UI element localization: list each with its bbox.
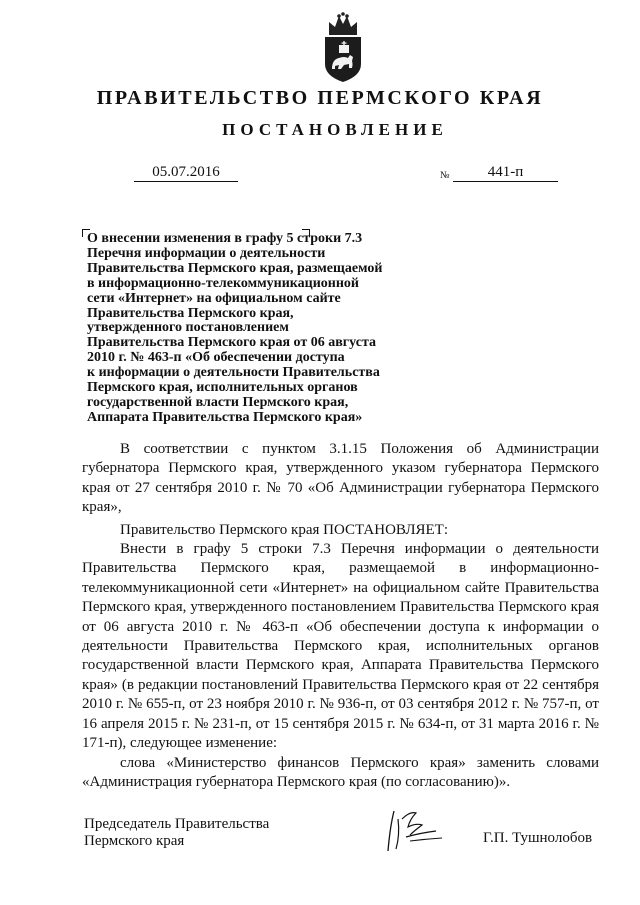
organization-title: ПРАВИТЕЛЬСТВО ПЕРМСКОГО КРАЯ [96,87,544,109]
signature-icon [380,805,450,855]
subject-line: Правительства Пермского края от 06 августа [87,335,376,351]
number-prefix: № [440,170,450,181]
subject-line: Аппарата Правительства Пермского края» [87,409,363,425]
subject-line: к информации о деятельности Правительства [87,365,380,381]
subject-line: утвержденного постановлением [87,320,289,336]
signer-name: Г.П. Тушнолобов [483,830,593,846]
subject-line: Перечня информации о деятельности [87,245,326,261]
subject-line: О внесении изменения в графу 5 строки 7.3 [87,231,363,246]
body-paragraph-amendment: Внести в графу 5 строки 7.3 Перечня информации о деятельности Правительства Пермского края, размещаемой в информационно-телекоммуникационной сети «Интернет» на официальном сайте Правительства Пермского края, утвержденного постановлением Правительства Пермского края от 06 августа 2010 г. № 463-п «Об обеспечении доступа к информации о деятельности Правительства Пермского края, исполнительных органов государственной власти Пермского края, Аппарата Правительства Пермского края» (в редакции постановлений Правительства Пермского края от 22 сентября 2010 г. № 655-п, от 23 ноября 2010 г. № 936-п, от 03 сентября 2012 г. № 757-п, от 16 апреля 2015 г. № 231-п, от 15 сентября 2015 г. № 634-п, от 31 марта 2016 г. № 171-п), следующее изменение: [82,541,599,752]
signer-position-line: Пермского края [84,833,185,849]
signer-position-line: Председатель Правительства [84,816,270,832]
document-type-heading: ПОСТАНОВЛЕНИЕ [222,120,448,139]
body-paragraph-basis: В соответствии с пунктом 3.1.15 Положения об Администрации губернатора Пермского края, утвержденного указом губернатора Пермского края от 27 сентября 2010 г. № 70 «Об Администрации губернатора Пермского края», [82,441,599,516]
subject-line: Пермского края, исполнительных органов [87,380,358,396]
signer-position [84,816,269,850]
subject-line: 2010 г. № 463-п «Об обеспечении доступа [87,350,345,366]
document-date: 05.07.2016 [134,163,238,182]
body-paragraph-resolves: Правительство Пермского края ПОСТАНОВЛЯЕТ: [120,521,449,538]
subject-line: Правительства Пермского края, [87,305,294,321]
subject-line: в информационно-телекоммуникационной [87,275,359,291]
subject-line: сети «Интернет» на официальном сайте [87,290,341,306]
body-paragraph-replacement: слова «Министерство финансов Пермского края» заменить словами «Администрация губернатора Пермского края (по согласованию)». [82,754,599,790]
document-subject [87,232,427,426]
subject-line: государственной власти Пермского края, [87,394,349,410]
document-body [82,440,599,792]
coat-of-arms-icon [319,12,367,84]
subject-line: Правительства Пермского края, размещаемой [87,260,383,276]
document-number: 441-п [453,163,558,182]
